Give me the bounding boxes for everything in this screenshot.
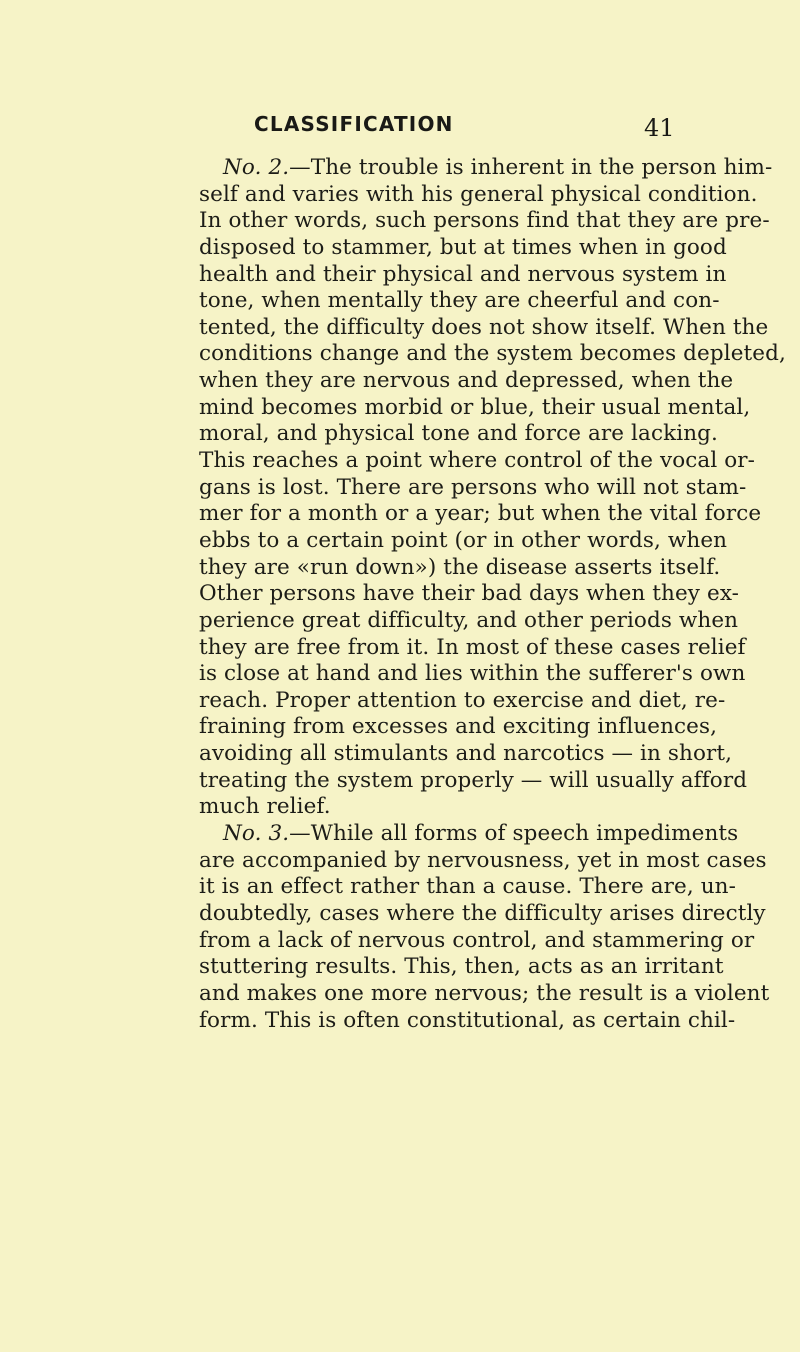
text-line	[199, 448, 756, 475]
line-text: Other persons have their bad days when they ex-	[199, 581, 740, 607]
page-header	[0, 112, 800, 152]
text-line	[199, 341, 786, 368]
line-text: This reaches a point where control of the vocal or-	[199, 448, 756, 474]
line-text: treating the system properly — will usually afford	[199, 767, 748, 793]
line-text: tone, when mentally they are cheerful and con-	[199, 288, 720, 314]
page-number: 41	[644, 114, 675, 142]
line-text: ebbs to a certain point (or in other words, when	[199, 527, 728, 553]
line-text: they are free from it. In most of these cases relief	[199, 634, 746, 660]
line-text: fraining from excesses and exciting influences,	[199, 714, 718, 740]
line-text: self and varies with his general physical condition.	[199, 181, 758, 207]
line-text: moral, and physical tone and force are lacking.	[199, 421, 718, 447]
line-text: when they are nervous and depressed, when the	[199, 368, 734, 394]
text-line	[199, 687, 726, 715]
line-text: avoiding all stimulants and narcotics — in short,	[199, 741, 733, 767]
section-number: No. 3.	[223, 821, 290, 847]
text-line	[199, 634, 746, 662]
text-line	[199, 954, 724, 981]
paragraph	[199, 821, 770, 1034]
line-text: perience great difficulty, and other periods when	[199, 607, 739, 633]
text-line	[199, 1007, 736, 1035]
text-line	[199, 314, 769, 342]
text-line	[199, 527, 728, 555]
text-line	[199, 155, 773, 182]
line-text: reach. Proper attention to exercise and diet, re-	[199, 687, 726, 713]
text-line	[199, 874, 736, 901]
line-text: are accompanied by nervousness, yet in most cases	[199, 847, 767, 873]
line-text: is close at hand and lies within the sufferer's own	[199, 661, 746, 687]
line-text: and makes one more nervous; the result is a violent	[199, 980, 770, 1006]
text-line	[199, 421, 718, 448]
line-text: health and their physical and nervous system in	[199, 261, 727, 287]
text-line	[199, 607, 739, 635]
line-text: —The trouble is inherent in the person him-	[289, 155, 773, 180]
line-text: conditions change and the system becomes depleted,	[199, 341, 786, 367]
line-text: much relief.	[199, 794, 331, 820]
line-text: —While all forms of speech impediments	[289, 821, 739, 847]
text-line	[199, 661, 746, 688]
text-line	[199, 767, 748, 795]
body-text	[199, 155, 786, 1034]
text-line	[199, 980, 770, 1008]
text-line	[199, 501, 762, 528]
text-line	[199, 581, 740, 608]
line-text: disposed to stammer, but at times when in good	[199, 234, 727, 260]
text-line	[199, 368, 734, 395]
line-text: mer for a month or a year; but when the vital force	[199, 501, 762, 527]
line-text: tented, the difficulty does not show itself. When the	[199, 314, 769, 340]
text-line	[199, 474, 747, 502]
text-line	[199, 847, 767, 875]
text-line	[199, 234, 727, 262]
text-line	[199, 394, 751, 422]
text-line	[199, 927, 755, 955]
text-line	[199, 181, 758, 209]
line-text: doubtedly, cases where the difficulty arises directly	[199, 900, 766, 926]
running-title: CLASSIFICATION	[254, 112, 454, 136]
text-line	[199, 821, 739, 848]
text-line	[199, 288, 720, 315]
text-line	[199, 554, 721, 582]
line-text: they are «run down») the disease asserts itself.	[199, 554, 721, 580]
line-text: In other words, such persons find that they are pre-	[199, 208, 770, 234]
text-line	[199, 714, 718, 741]
text-line	[199, 261, 727, 289]
section-number: No. 2.	[223, 155, 290, 180]
text-line	[199, 900, 766, 928]
line-text: stuttering results. This, then, acts as an irritant	[199, 954, 724, 980]
line-text: gans is lost. There are persons who will not stam-	[199, 474, 747, 500]
line-text: form. This is often constitutional, as certain chil-	[199, 1007, 736, 1033]
line-text: from a lack of nervous control, and stammering or	[199, 927, 755, 953]
line-text: it is an effect rather than a cause. There are, un-	[199, 874, 736, 900]
line-text: mind becomes morbid or blue, their usual mental,	[199, 394, 751, 420]
text-line	[199, 741, 733, 768]
text-line	[199, 208, 770, 235]
paragraph	[199, 155, 786, 821]
text-line	[199, 794, 707, 821]
